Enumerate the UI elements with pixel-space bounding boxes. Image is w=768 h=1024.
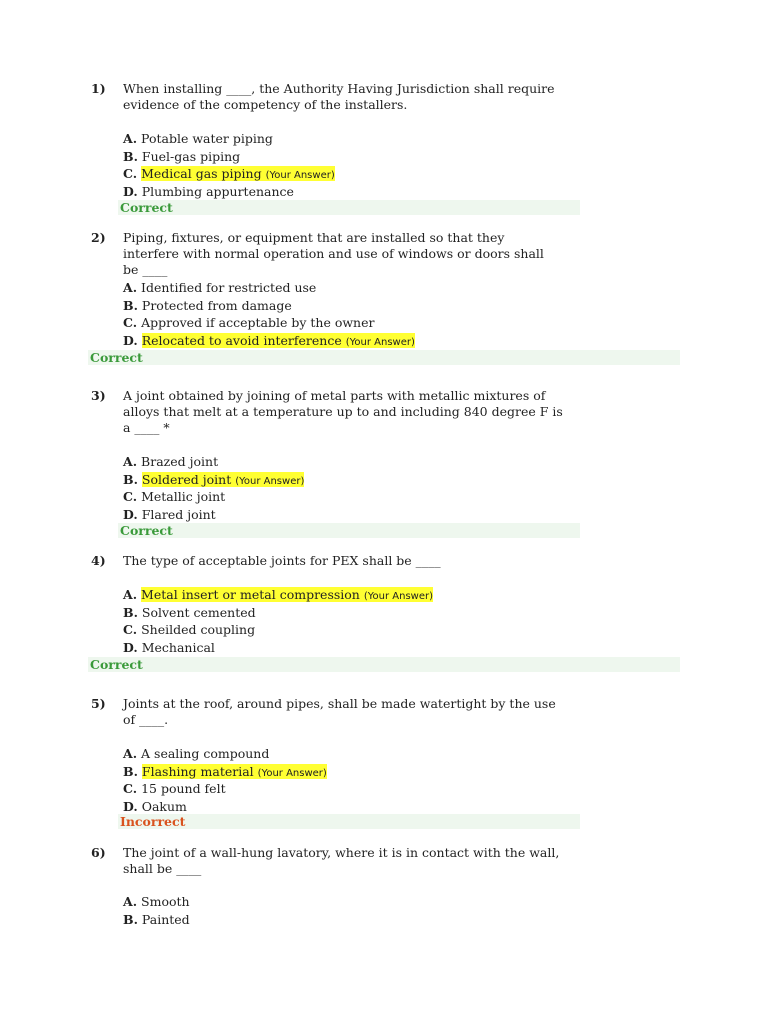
question-stem: A joint obtained by joining of metal parts with metallic mixtures of alloys that melt at a temperature up to and including 840 degree F is a ____ * <box>123 388 563 435</box>
option-b: B. Protected from damage <box>123 297 292 313</box>
question-number: 6) <box>91 845 106 860</box>
option-d: D. Mechanical <box>123 639 215 655</box>
option-a: A. Identified for restricted use <box>123 280 317 295</box>
option-d: D. Relocated to avoid interference (Your Answer) <box>123 332 415 348</box>
options-list <box>123 745 327 815</box>
options-list <box>123 279 415 349</box>
options-list <box>123 586 433 656</box>
selected-answer: Soldered joint (Your Answer) <box>141 471 305 487</box>
selected-answer: Relocated to avoid interference (Your Answer) <box>141 332 415 348</box>
option-b: B. Flashing material (Your Answer) <box>123 763 327 779</box>
option-a: A. A sealing compound <box>123 746 270 761</box>
option-b: B. Painted <box>123 911 190 927</box>
result-badge: Correct <box>88 657 680 672</box>
option-b: B. Solvent cemented <box>123 604 256 620</box>
question-number: 4) <box>91 553 106 568</box>
option-c: C. Metallic joint <box>123 489 226 504</box>
question-stem: The type of acceptable joints for PEX shall be ____ <box>123 553 441 568</box>
question-stem: Joints at the roof, around pipes, shall be made watertight by the use of ____. <box>123 696 556 727</box>
question-number: 2) <box>91 230 106 245</box>
question-number: 1) <box>91 81 106 96</box>
selected-answer: Medical gas piping (Your Answer) <box>141 166 335 181</box>
selected-answer: Metal insert or metal compression (Your Answer) <box>141 587 434 602</box>
option-a: A. Potable water piping <box>123 131 273 146</box>
question-number: 5) <box>91 696 106 711</box>
result-badge: Correct <box>118 523 580 538</box>
option-c: C. Approved if acceptable by the owner <box>123 315 375 330</box>
option-a: A. Brazed joint <box>123 454 219 469</box>
question-stem: Piping, fixtures, or equipment that are installed so that they interfere with normal operation and use of windows or doors shall be ____ <box>123 230 544 277</box>
options-list <box>123 130 335 200</box>
question-stem: When installing ____, the Authority Having Jurisdiction shall require evidence of the competency of the installers. <box>123 81 555 112</box>
options-list <box>123 893 190 928</box>
option-c: C. 15 pound felt <box>123 781 226 796</box>
option-a: A. Metal insert or metal compression (Your Answer) <box>123 587 434 602</box>
options-list <box>123 453 304 523</box>
option-a: A. Smooth <box>123 894 190 909</box>
option-d: D. Oakum <box>123 798 187 814</box>
option-c: C. Sheilded coupling <box>123 622 256 637</box>
result-badge: Correct <box>118 200 580 215</box>
option-c: C. Medical gas piping (Your Answer) <box>123 166 335 181</box>
result-badge: Incorrect <box>118 814 580 829</box>
question-stem: The joint of a wall-hung lavatory, where it is in contact with the wall, shall be ____ <box>123 845 560 876</box>
result-badge: Correct <box>88 350 680 365</box>
option-d: D. Plumbing appurtenance <box>123 183 294 199</box>
option-b: B. Fuel-gas piping <box>123 148 241 164</box>
option-d: D. Flared joint <box>123 506 216 522</box>
question-number: 3) <box>91 388 106 403</box>
option-b: B. Soldered joint (Your Answer) <box>123 471 305 487</box>
selected-answer: Flashing material (Your Answer) <box>141 763 327 779</box>
